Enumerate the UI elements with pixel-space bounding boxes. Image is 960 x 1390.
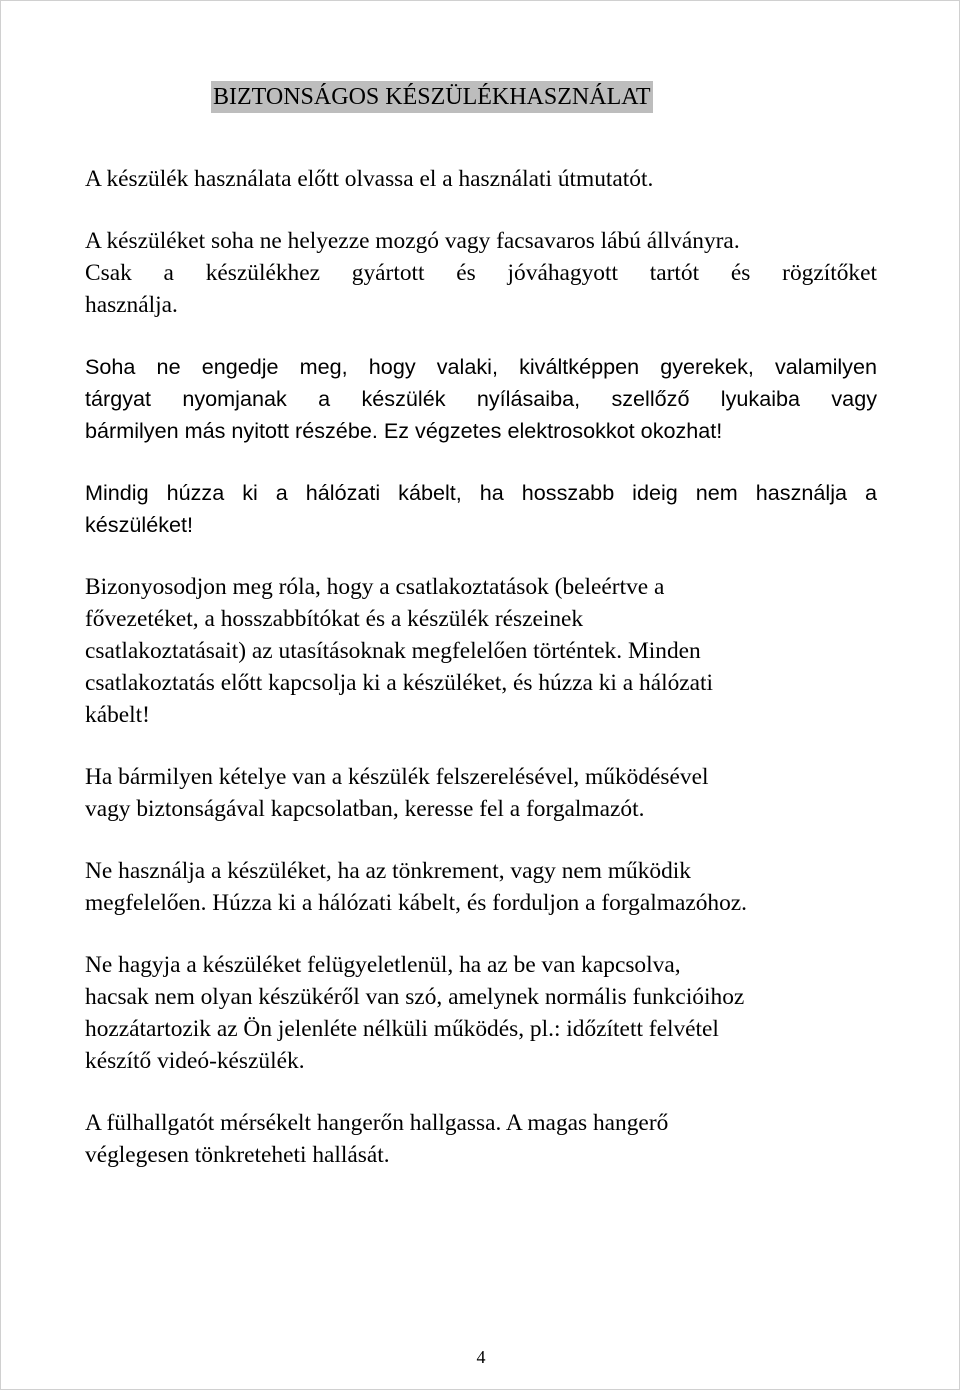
- paragraph-line: vagy biztonságával kapcsolatban, keresse fel a forgalmazót.: [85, 796, 645, 822]
- paragraph-line: Soha ne engedje meg, hogy valaki, kiváltképpen gyerekek, valamilyen: [85, 354, 877, 379]
- paragraph-line: Ne hagyja a készüléket felügyeletlenül, ha az be van kapcsolva,: [85, 952, 681, 978]
- paragraph-line: fővezetéket, a hosszabbítókat és a készülék részeinek: [85, 606, 584, 632]
- paragraph-line: kábelt!: [85, 702, 150, 728]
- paragraph-openings: [85, 351, 877, 447]
- document-title: BIZTONSÁGOS KÉSZÜLÉKHASZNÁLAT: [211, 81, 653, 113]
- document-body: [85, 81, 877, 1201]
- paragraph-line: Ha bármilyen kételye van a készülék felszerelésével, működésével: [85, 764, 709, 790]
- paragraph-stand: [85, 225, 877, 321]
- paragraph-line: tárgyat nyomjanak a készülék nyílásaiba, szellőző lyukaiba vagy: [85, 386, 877, 411]
- paragraph-line: megfelelően. Húzza ki a hálózati kábelt, és forduljon a forgalmazóhoz.: [85, 890, 748, 916]
- paragraph-headphones: [85, 1107, 877, 1171]
- paragraph-unattended: [85, 949, 877, 1077]
- title-container: [211, 81, 877, 113]
- paragraph-line: Mindig húzza ki a hálózati kábelt, ha hosszabb ideig nem használja a: [85, 480, 877, 505]
- paragraph-line: használja.: [85, 292, 178, 318]
- paragraph-line: hacsak nem olyan készükéről van szó, amelynek normális funkcióihoz: [85, 984, 745, 1010]
- paragraph-line: A készüléket soha ne helyezze mozgó vagy facsavaros lábú állványra.: [85, 228, 740, 254]
- paragraph-connections: [85, 571, 877, 731]
- paragraph-line: csatlakoztatásait) az utasításoknak megfelelően történtek. Minden: [85, 638, 701, 664]
- paragraph-line: hozzátartozik az Ön jelenléte nélküli működés, pl.: időzített felvétel: [85, 1016, 719, 1042]
- page-number: 4: [476, 1347, 486, 1367]
- paragraph-line: készüléket!: [85, 512, 194, 537]
- paragraph-line: Ne használja a készüléket, ha az tönkrement, vagy nem működik: [85, 858, 691, 884]
- paragraph-line: csatlakoztatás előtt kapcsolja ki a készüléket, és húzza ki a hálózati: [85, 670, 714, 696]
- paragraph-line: készítő videó-készülék.: [85, 1048, 305, 1074]
- paragraph-unplug: [85, 477, 877, 541]
- paragraph-read-manual: [85, 163, 877, 195]
- paragraph-damaged: [85, 855, 877, 919]
- paragraph-line: Bizonyosodjon meg róla, hogy a csatlakoztatások (beleértve a: [85, 574, 665, 600]
- paragraph-line: A fülhallgatót mérsékelt hangerőn hallgassa. A magas hangerő: [85, 1110, 669, 1136]
- paragraph-line: A készülék használata előtt olvassa el a használati útmutatót.: [85, 166, 654, 192]
- paragraph-line: bármilyen más nyitott részébe. Ez végzetes elektrosokkot okozhat!: [85, 418, 723, 443]
- paragraph-doubts: [85, 761, 877, 825]
- paragraph-line: Csak a készülékhez gyártott és jóváhagyott tartót és rögzítőket: [85, 260, 877, 286]
- paragraph-line: véglegesen tönkreteheti hallását.: [85, 1142, 390, 1168]
